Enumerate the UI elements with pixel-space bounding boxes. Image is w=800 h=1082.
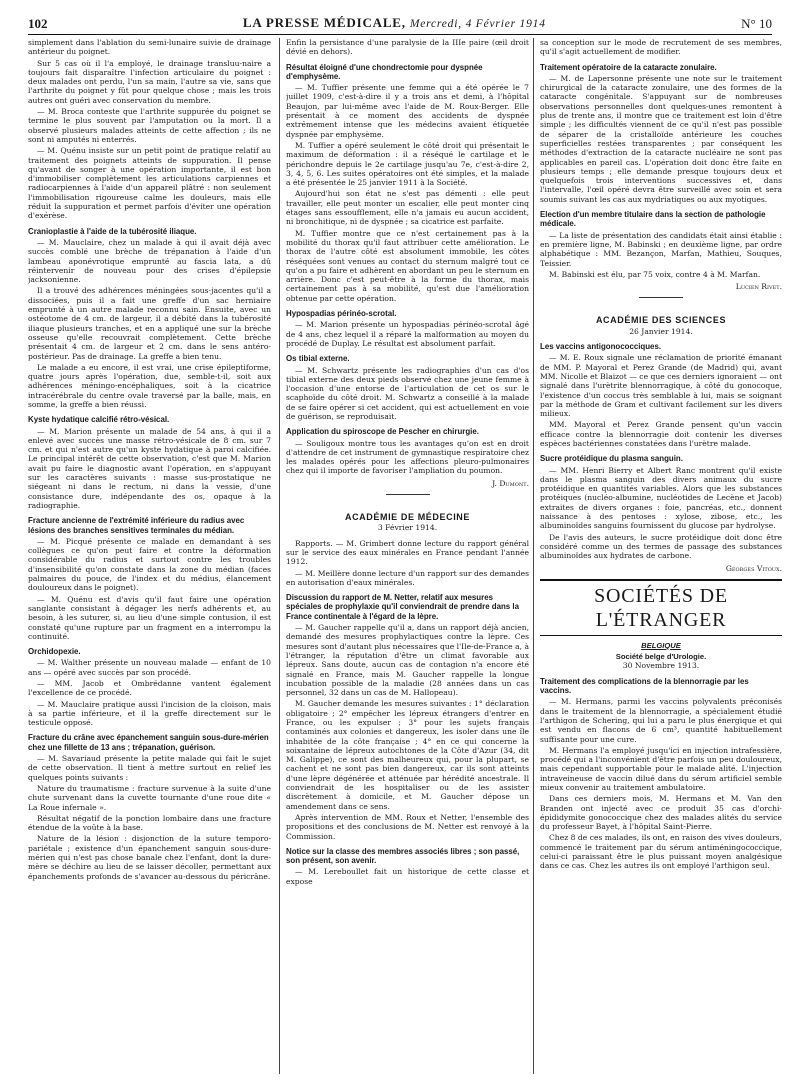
paragraph: — M. Mauclaire, chez un malade à qui il avait déjà avec succès comblé une brèche de trépanation à l'aide d'un lambeau aponévrotique emprunté au fascia lata, a dû réintervenir de nouveau pour des crises d'épilepsie jacksonienne. [28, 237, 271, 285]
paragraph: — M. de Lapersonne présente une note sur le traitement chirurgical de la cataracte zonulaire, une des formes de la cataracte congénitale. S'appuyant sur de nombreuses observations personnelles dont quelques-unes remontent à plus de trente ans, il montre que ce traitement est loin d'être simple ; les difficultés viennent de ce qu'il n'est pas possible de séparer de la cristalloïde antérieure les couches superficielles restées transparentes ; par conséquent les méthodes d'extraction de la cataracte nucléaire ne sont pas applicables en pareil cas. L'opération doit donc être faite en plusieurs temps ; elle demande presque toujours deux et quelquefois trois interventions successives et, dans l'intervalle, l'œil opéré devra être surveillé avec soin et sera soumis suivant les cas aux mydriatiques ou aux myotiques. [540, 73, 782, 204]
paragraph: M. Babinski est élu, par 75 voix, contre 4 à M. Marfan. [549, 269, 761, 279]
paragraph: — M. Savariaud présente la petite malade qui fait le sujet de cette observation. Il tient à mettre surtout en relief les quelques points suivants : [28, 754, 271, 782]
paragraph: — M. Gaucher rappelle qu'il a, dans un rapport déjà ancien, demandé des mesures prophylactiques contre la lèpre. Ces mesures sont d'autant plus nécessaires que l'Ile-de-France a, à l'étranger, la réputation d'être un climat favorable aux lépreux. Sans doute, aucun cas de contagion n'a encore été signalé en France, mais M. Gaucher rappelle la longue incubation possible de la maladie (28 années dans un cas personnel, 32 dans un cas de M. Hallopeau). [286, 623, 529, 698]
article-heading: Kyste hydatique calcifié rétro-vésical. [28, 415, 170, 425]
paragraph: M. Hermans l'a employé jusqu'ici en injection intrafessière, procédé qui a l'inconvénient d'être parfois un peu douloureux, mais cependant supportable pour le malade alité. L'injection intraveineuse de vaccin dilué dans du sérum artificiel semble mieux convenir au traitement ambulatoire. [540, 745, 782, 792]
paragraph: — M. Meillère donne lecture d'un rapport sur des demandes en autorisation d'eaux minérales. [286, 568, 529, 587]
column-3 [540, 38, 782, 1074]
paragraph: M. Tuffier montre que ce n'est certainement pas à la mobilité du thorax qu'il faut attribuer cette amélioration. Le thorax de l'autre côté est absolument immobile, les côtes réséquées sont venues au contact du sternum malgré tout ce qu'on a pu faire et adhèrent en abordant un peu le sternum en arrière. Donc c'est peut-être à la forme du thorax, mais certainement pas à sa mobilité, qu'est due l'amélioration obtenue par cette opération. [286, 228, 529, 303]
paragraph: Le malade a eu encore, il est vrai, une crise épileptiforme, quatre jours après l'opération, due, semble-t-il, soit aux adhérences méningo-encéphaliques, soit à la cicatrice intracérébrale du centre ovale traversé par la balle, mais, en somme, la greffe a bien réussi. [28, 362, 271, 409]
paragraph: — M. E. Roux signale une réclamation de priorité émanant de MM. P. Mayoral et Perez Grande (de Madrid) qui, avant MM. Nicolle et Blaizot — ce que ces derniers ignoraient — ont signalé dans l'urètrite blennorragique, à côté du gonocoque, l'existence d'un coccus très semblable à lui, mais se soignant par la méthode de Gram et cultivant facilement sur les divers milieux. [540, 353, 782, 419]
article-heading: Election d'un membre titulaire dans la section de pathologie médicale. [540, 210, 766, 229]
paragraph: Enfin la persistance d'une paralysie de la IIIe paire (œil droit dévié en dehors). [286, 38, 529, 57]
article-heading: Discussion du rapport de M. Netter, relatif aux mesures spéciales de prophylaxie qu'il conviendrait de prendre dans la France continentale à l'égard de la lèpre. [286, 593, 519, 621]
author-signature: Lucien Rivet. [735, 282, 782, 292]
paragraph: Aujourd'hui son état ne s'est pas démenti : elle peut travailler, elle peut monter un escalier, elle peut monter cinq étages sans essoufflement, elle n'a jamais eu aucun accident, ni bronchitique, ni de dyspnée ; sa cicatrice est parfaite. [286, 189, 529, 227]
article-heading: Résultat éloigné d'une chondrectomie pour dyspnée d'emphysème. [286, 62, 483, 81]
article-heading: Traitement opératoire de la cataracte zonulaire. [540, 62, 717, 72]
article-heading: Application du spiroscope de Pescher en chirurgie. [286, 427, 479, 437]
paragraph: — La liste de présentation des candidats était ainsi établie : en première ligne, M. Babinski ; en deuxième ligne, par ordre alphabétique : MM. Bezançon, Marfan, Mathieu, Souques, Teissier. [540, 230, 782, 268]
author-signature: Georges Vitoux. [725, 563, 782, 573]
paragraph: Rapports. — M. Grimbert donne lecture du rapport général sur le service des eaux minérales en France pendant l'année 1912. [286, 538, 529, 567]
paragraph: Nature de la lésion : disjonction de la suture temporo-pariétale ; existence d'un épanchement sanguin sous-dure-mérien qui n'est pas chose banale chez l'enfant, dont la dure-mère se déchire au lieu de se laisser décoller, permettant aux épanchements profonds de s'avancer au-dessous du péricrâne. [28, 834, 271, 881]
column-2 [286, 38, 529, 1074]
section-title: ACADÉMIE DE MÉDECINE [344, 512, 470, 523]
paragraph: MM. Mayoral et Perez Grande pensent qu'un vaccin efficace contre la blennorragie doit contenir les diverses espèces bactériennes constatées dans l'urètre malade. [540, 420, 782, 448]
paragraph: Il a trouvé des adhérences méningées sous-jacentes qu'il a dissociées, puis il a fait une greffe d'un sac herniaire emprunté à un autre malade reconnu sain. Ensuite, avec un ostéotome de 4 cm. de largeur, il a débité dans la tubérosité iliaque plusieurs tranches, et en a appliqué une sur la brèche osseuse qu'elle recouvrait complètement. Cette brèche présentait 4 cm. de largeur et 2 cm. dans le sens antéro-postérieur. Pas de drainage. La greffe a bien tenu. [28, 286, 271, 361]
section-divider [386, 494, 430, 495]
paragraph: Sur 5 cas où il l'a employé, le drainage transluu-naire a toujours fait disparaître l'infection articulaire du poignet : deux malades ont perdu, l'un sa main, l'autre sa vie, sans que l'arthrite du poignet y fût pour quelque chose ; mais les trois autres ont guéri avec conservation du membre. [28, 58, 271, 105]
section-divider [540, 579, 782, 581]
article-heading: Fracture du crâne avec épanchement sanguin sous-dure-mérien chez une fillette de 13 ans ; trépanation, guérison. [28, 733, 269, 752]
paragraph: M. Tuffier a opéré seulement le côté droit qui présentait le maximum de déformation : il a réséqué le cartilage et le périchondre depuis le 2e cartilage jusqu'au 7e, c'est-à-dire 2, 3, 4, 5, 6. Les suites opératoires ont été simples, et la malade a été présentée le 25 janvier 1911 à la Société. [286, 140, 529, 188]
article-heading: Les vaccins antigonococciques. [540, 342, 662, 352]
paragraph: — M. Picqué présente ce malade en demandant à ses collègues ce qu'on peut faire et contre la déformation considérable du radius et surtout contre les troubles d'insensibilité qu'on constate dans la zone du médian (faces palmaires du pouce, de l'index et du médius, élancement douloureux dans le poignet). [28, 536, 271, 593]
paragraph: Nature du traumatisme : fracture survenue à la suite d'une chute survenant dans la cuvette tournante d'une roue dite « La Roue infernale ». [28, 783, 271, 812]
article-heading: Cranioplastie à l'aide de la tubérosité iliaque. [28, 226, 197, 236]
article-heading: Sucre protéidique du plasma sanguin. [540, 454, 683, 464]
paragraph: — M. Mauclaire pratique aussi l'incision de la cloison, mais à sa partie inférieure, et il la greffe directement sur le testicule opposé. [28, 699, 271, 728]
author-signature: J. Dumont. [492, 478, 529, 488]
paragraph: — M. Quénu insiste sur un petit point de pratique relatif au traitement des poignets atteints de suppuration. Il pense qu'avant de songer à une opération importante, il est bon d'immobiliser complètement les articulations carpiennes et radiocarpiennes à l'aide d'un appareil plâtré : non seulement l'immobilisation rigoureuse calme les douleurs, mais elle réduit la suppuration et permet parfois d'éviter une opération d'exérèse. [28, 146, 271, 221]
paragraph: De l'avis des auteurs, le sucre protéidique doit donc être considéré comme un des termes de passage des substances albuminoïdes aux hydrates de carbone. [540, 532, 782, 561]
session-date: 3 Février 1914. [377, 523, 438, 533]
paragraph: Résultat négatif de la ponction lombaire dans une fracture étendue de la voûte à la base. [28, 813, 271, 833]
paragraph: — MM. Jacob et Ombrédanne vantent également l'excellence de ce procédé. [28, 679, 271, 698]
page-header [28, 14, 772, 35]
session-date: 30 Novembre 1913. [622, 661, 700, 671]
paragraph: — Souligoux montre tous les avantages qu'on est en droit d'attendre de cet instrument de gymnastique respiratoire chez les malades opérés pour les affections pleuro-pulmonaires chez qui il importe de favoriser l'ampliation du poumon. [286, 438, 529, 476]
session-date: 26 Janvier 1914. [629, 326, 693, 336]
country-heading: BELGIQUE [641, 640, 681, 650]
issue-date: Mercredi, 4 Février 1914 [409, 18, 546, 31]
article-heading: Os tibial externe. [286, 354, 350, 364]
paragraph: — M. Hermans, parmi les vaccins polyvalents préconisés dans le traitement de la blennorragie, a spécialement étudié l'arthigon de Schering, qui lui a paru le plus énergique et qui est vendu en flacons de 6 cm³, quantité habituellement suffisante pour une cure. [540, 697, 782, 744]
paragraph: — M. Walther présente un nouveau malade — enfant de 10 ans — opéré avec succès par son procédé. [28, 658, 271, 677]
paragraph: Dans ces derniers mois, M. Hermans et M. Van den Branden ont injecté avec ce produit 35 cas d'orchi-épididymite gonococcique chez des malades alités du service du professeur Bayet, à l'hôpital Saint-Pierre. [540, 794, 782, 832]
paragraph: — M. Lereboullet fait un historique de cette classe et expose [286, 867, 529, 886]
paragraph: M. Gaucher demande les mesures suivantes : 1° déclaration obligatoire ; 2° empêcher les lépreux étrangers d'entrer en France, ou les expulser ; 3° pour les sujets français contaminés aux colonies et dangereux, les isoler dans une île inhabitée de la côte française ; 4° en ce qui concerne la soixantaine de lépreux autochtones de la Côte d'Azur (34, dit M. Galippe), ce sont des malheureux qui, pour la plupart, se cachent et ne sont pas bien dangereux, car ils sont atteints d'une lèpre dégénérée et atténuée par hérédité ancestrale. Il conviendrait de les hospitaliser ou de les assister discrètement à domicile, et M. Gaucher dépose un amendement dans ce sens. [286, 699, 529, 811]
paragraph: — M. Schwartz présente les radiographies d'un cas d'os tibial externe des deux pieds observé chez une jeune femme à l'occasion d'une entorse de l'articulation de cet os sur le scaphoïde du côté droit. M. Schwartz a conseillé à la malade de se faire opérer si cet accident, qui est actuellement en voie de guérison, se reproduisait. [286, 365, 529, 421]
article-heading: Orchidopexie. [28, 647, 81, 657]
article-heading: Hypospadias périnéo-scrotal. [286, 309, 397, 319]
issue-number: N° 10 [741, 16, 772, 32]
paragraph: simplement dans l'ablation du semi-lunaire suivie de drainage antérieur du poignet. [28, 38, 271, 57]
paragraph: — M. Tuffier présente une femme qui a été opérée le 7 juillet 1909, c'est-à-dire il y a trois ans et demi, à l'hôpital Beaujon, par lui-même avec l'aide de M. Roux-Berger. Elle présentait à ce moment des accidents de dyspnée extrêmement intense que les médecins avaient étiquetée dyspnée par emphysème. [286, 83, 529, 139]
paragraph: Chez 8 de ces malades, ils ont, en raison des vives douleurs, commencé le traitement par du sérum antiméningococcique, celui-ci paraissant être le plus puissant moyen analgésique dans ce cas. Chez les autres ils ont employé l'arthigon seul. [540, 833, 782, 871]
paragraph: — M. Broca conteste que l'arthrite suppurée du poignet se termine le plus souvent par l'amputation ou la mort. Il a observé plusieurs malades atteints de cette affection ; ils ne sont ni amputés ni enterrés. [28, 107, 271, 144]
foreign-societies-title: SOCIÉTÉS DE L'ÉTRANGER [540, 584, 782, 636]
paragraph: — MM. Henri Bierry et Albert Ranc montrent qu'il existe dans le plasma sanguin des divers animaux du sucre protéidique en quantités variables. Alors que les substances protéiques (nucléo-albumine, nucléotides de Lecène et Jacob) extraites de divers organes : foie, pancréas, etc., donnent naissance à des pentoses : xylose, zibose, etc., les albuminoïdes sanguins fournissent du glucose par hydrolyse. [540, 465, 782, 531]
column-1 [28, 38, 271, 1074]
paragraph: — M. Marion présente un malade de 54 ans, à qui il a enlevé avec succès une masse rétro-vésicale de 8 cm. sur 7 cm. et qui n'est autre qu'un kyste hydatique à paroi calcifiée. Le principal intérêt de cette observation, c'est que M. Marion avait pu faire le diagnostic avant l'opération, en s'appuyant sur les caractères suivants : masse sus-prostatique ne siégeant ni dans le rectum, ni dans la vessie, d'une consistance dure, indépendante des os, opaque à la radiographie. [28, 426, 271, 510]
paragraph: Après intervention de MM. Roux et Netter, l'ensemble des propositions et des conclusions de M. Netter est renvoyé à la Commission. [286, 812, 529, 841]
journal-name: LA PRESSE MÉDICALE, [242, 15, 406, 31]
article-heading: Fracture ancienne de l'extrémité inférieure du radius avec lésions des branches sensitives terminales du médian. [28, 516, 245, 535]
article-heading: Traitement des complications de la blennorragie par les vaccins. [540, 676, 749, 696]
section-divider [639, 297, 683, 298]
article-heading: Notice sur la classe des membres associés libres ; son passé, son présent, son avenir. [286, 846, 520, 866]
paragraph: — M. Marion présente un hypospadias périnéo-scrotal âgé de 4 ans, chez lequel il a réparé la malformation au moyen du procédé de Duplay. Le résultat est absolument parfait. [286, 320, 529, 348]
column-divider [279, 38, 280, 1074]
paragraph: — M. Quénu est d'avis qu'il faut faire une opération sanglante consistant à dégager les nerfs adhérents et, au besoin, à les suturer, si, au lieu d'une simple contusion, il est constaté qu'une rupture par un fragment en a interrompu la continuité. [28, 594, 271, 641]
page-number: 102 [28, 16, 48, 32]
paragraph: sa conception sur le mode de recrutement de ses membres, qu'il s'agit actuellement de modifier. [540, 38, 782, 57]
column-divider [533, 38, 534, 1074]
running-title [242, 15, 546, 31]
section-title: ACADÉMIE DES SCIENCES [595, 315, 727, 326]
society-name: Société belge d'Urologie. [615, 652, 707, 662]
